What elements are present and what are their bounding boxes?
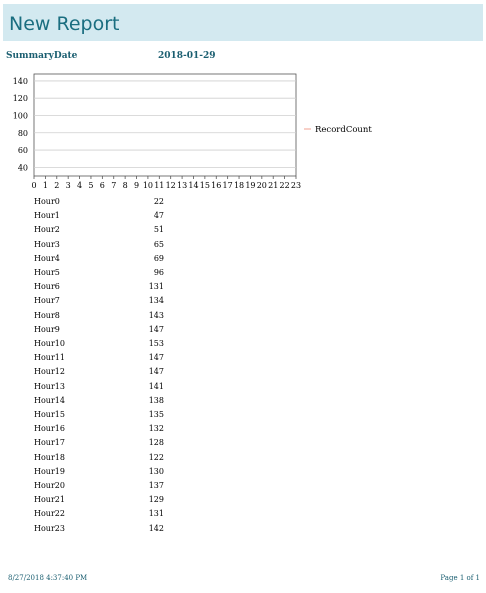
row-record-count: 69: [153, 253, 164, 263]
row-hour-label: Hour14: [34, 395, 65, 405]
row-hour-label: Hour19: [34, 466, 65, 476]
row-record-count: 141: [148, 381, 164, 391]
row-hour-label: Hour16: [34, 424, 65, 434]
row-record-count: 47: [153, 211, 164, 221]
row-record-count: 96: [153, 268, 164, 277]
x-tick-label: 21: [268, 181, 279, 190]
row-record-count: 131: [148, 282, 164, 292]
x-tick-label: 20: [256, 181, 267, 190]
row-record-count: 131: [148, 509, 164, 519]
x-tick-label: 10: [142, 181, 154, 190]
table-row: [0, 311, 200, 325]
y-tick-label: 120: [12, 94, 28, 104]
table-row: [0, 438, 200, 452]
row-hour-label: Hour6: [34, 282, 60, 292]
row-hour-label: Hour11: [34, 353, 65, 363]
table-row: [0, 467, 200, 481]
x-tick-label: 1: [42, 181, 48, 190]
x-tick-label: 14: [188, 181, 199, 190]
table-row: [0, 481, 200, 495]
row-hour-label: Hour15: [34, 410, 65, 419]
row-hour-label: Hour5: [34, 268, 60, 277]
table-row: [0, 325, 200, 339]
row-hour-label: Hour8: [34, 310, 60, 320]
table-row: [0, 509, 200, 523]
y-tick-label: 100: [12, 111, 28, 121]
series-line-recordcount: [34, 70, 296, 183]
row-hour-label: Hour0: [34, 197, 60, 206]
table-row: [0, 453, 200, 467]
table-row: [0, 254, 200, 268]
row-hour-label: Hour18: [34, 452, 65, 462]
table-row: [0, 282, 200, 296]
row-hour-label: Hour21: [34, 495, 65, 505]
row-hour-label: Hour9: [34, 324, 60, 334]
x-tick-label: 12: [165, 181, 176, 190]
x-tick-label: 16: [211, 181, 222, 190]
table-row: [0, 296, 200, 310]
x-tick-label: 19: [245, 181, 256, 190]
x-tick-label: 17: [222, 181, 233, 190]
table-row: [0, 367, 200, 381]
row-hour-label: Hour3: [34, 239, 60, 249]
row-hour-label: Hour22: [34, 509, 65, 519]
row-record-count: 142: [148, 523, 164, 533]
y-tick-label: 140: [12, 76, 28, 86]
row-record-count: 65: [153, 239, 164, 249]
row-record-count: 137: [148, 481, 164, 490]
row-record-count: 147: [148, 324, 164, 334]
table-row: [0, 353, 200, 367]
row-record-count: 135: [148, 410, 164, 419]
table-row: [0, 382, 200, 396]
row-record-count: 129: [148, 495, 164, 505]
table-row: [0, 197, 200, 211]
x-tick-label: 8: [122, 181, 128, 190]
y-tick-label: 40: [17, 163, 28, 173]
x-tick-label: 6: [99, 181, 105, 190]
row-record-count: 22: [153, 197, 164, 206]
row-hour-label: Hour4: [34, 253, 60, 263]
x-tick-label: 13: [176, 181, 188, 190]
row-hour-label: Hour2: [34, 225, 60, 235]
record-count-chart: [0, 70, 486, 194]
footer-page-number: Page 1 of 1: [440, 574, 480, 582]
table-row: [0, 240, 200, 254]
legend-label: RecordCount: [315, 125, 372, 135]
row-hour-label: Hour17: [34, 438, 65, 448]
x-tick-label: 22: [279, 181, 290, 190]
row-record-count: 122: [148, 452, 164, 462]
row-record-count: 147: [148, 353, 164, 363]
table-row: [0, 524, 200, 538]
table-row: [0, 410, 200, 424]
x-tick-label: 11: [154, 181, 165, 190]
y-tick-label: 60: [17, 146, 28, 156]
x-tick-label: 5: [88, 181, 94, 190]
x-tick-label: 15: [199, 181, 210, 190]
row-hour-label: Hour1: [34, 211, 60, 221]
row-record-count: 51: [153, 225, 164, 235]
row-record-count: 143: [148, 310, 164, 320]
x-tick-label: 2: [54, 181, 60, 190]
row-hour-label: Hour23: [34, 523, 65, 533]
row-record-count: 132: [148, 424, 164, 434]
row-record-count: 138: [148, 395, 164, 405]
report-title-band: [3, 4, 483, 41]
row-hour-label: Hour13: [34, 381, 65, 391]
table-row: [0, 268, 200, 282]
x-tick-label: 0: [31, 181, 37, 190]
report-title: New Report: [9, 13, 120, 35]
x-tick-label: 7: [111, 181, 117, 190]
x-tick-label: 23: [290, 181, 302, 190]
y-tick-label: 80: [17, 128, 28, 138]
x-tick-label: 9: [133, 181, 140, 190]
row-hour-label: Hour20: [34, 481, 65, 490]
summary-date-value: 2018-01-29: [158, 51, 216, 61]
x-tick-label: 18: [233, 181, 245, 190]
table-row: [0, 339, 200, 353]
table-row: [0, 396, 200, 410]
row-hour-label: Hour7: [34, 296, 60, 306]
row-record-count: 134: [148, 296, 164, 306]
row-record-count: 147: [148, 367, 164, 377]
summary-date-label: SummaryDate: [6, 51, 78, 61]
row-record-count: 130: [148, 466, 164, 476]
plot-area: [34, 74, 296, 176]
row-hour-label: Hour12: [34, 367, 65, 377]
table-row: [0, 495, 200, 509]
table-row: [0, 225, 200, 239]
table-row: [0, 211, 200, 225]
row-record-count: 153: [148, 339, 164, 348]
x-tick-label: 3: [65, 181, 71, 190]
x-tick-label: 4: [77, 181, 83, 190]
row-record-count: 128: [148, 438, 164, 448]
footer-timestamp: 8/27/2018 4:37:40 PM: [8, 574, 88, 582]
row-hour-label: Hour10: [34, 339, 65, 348]
table-row: [0, 424, 200, 438]
